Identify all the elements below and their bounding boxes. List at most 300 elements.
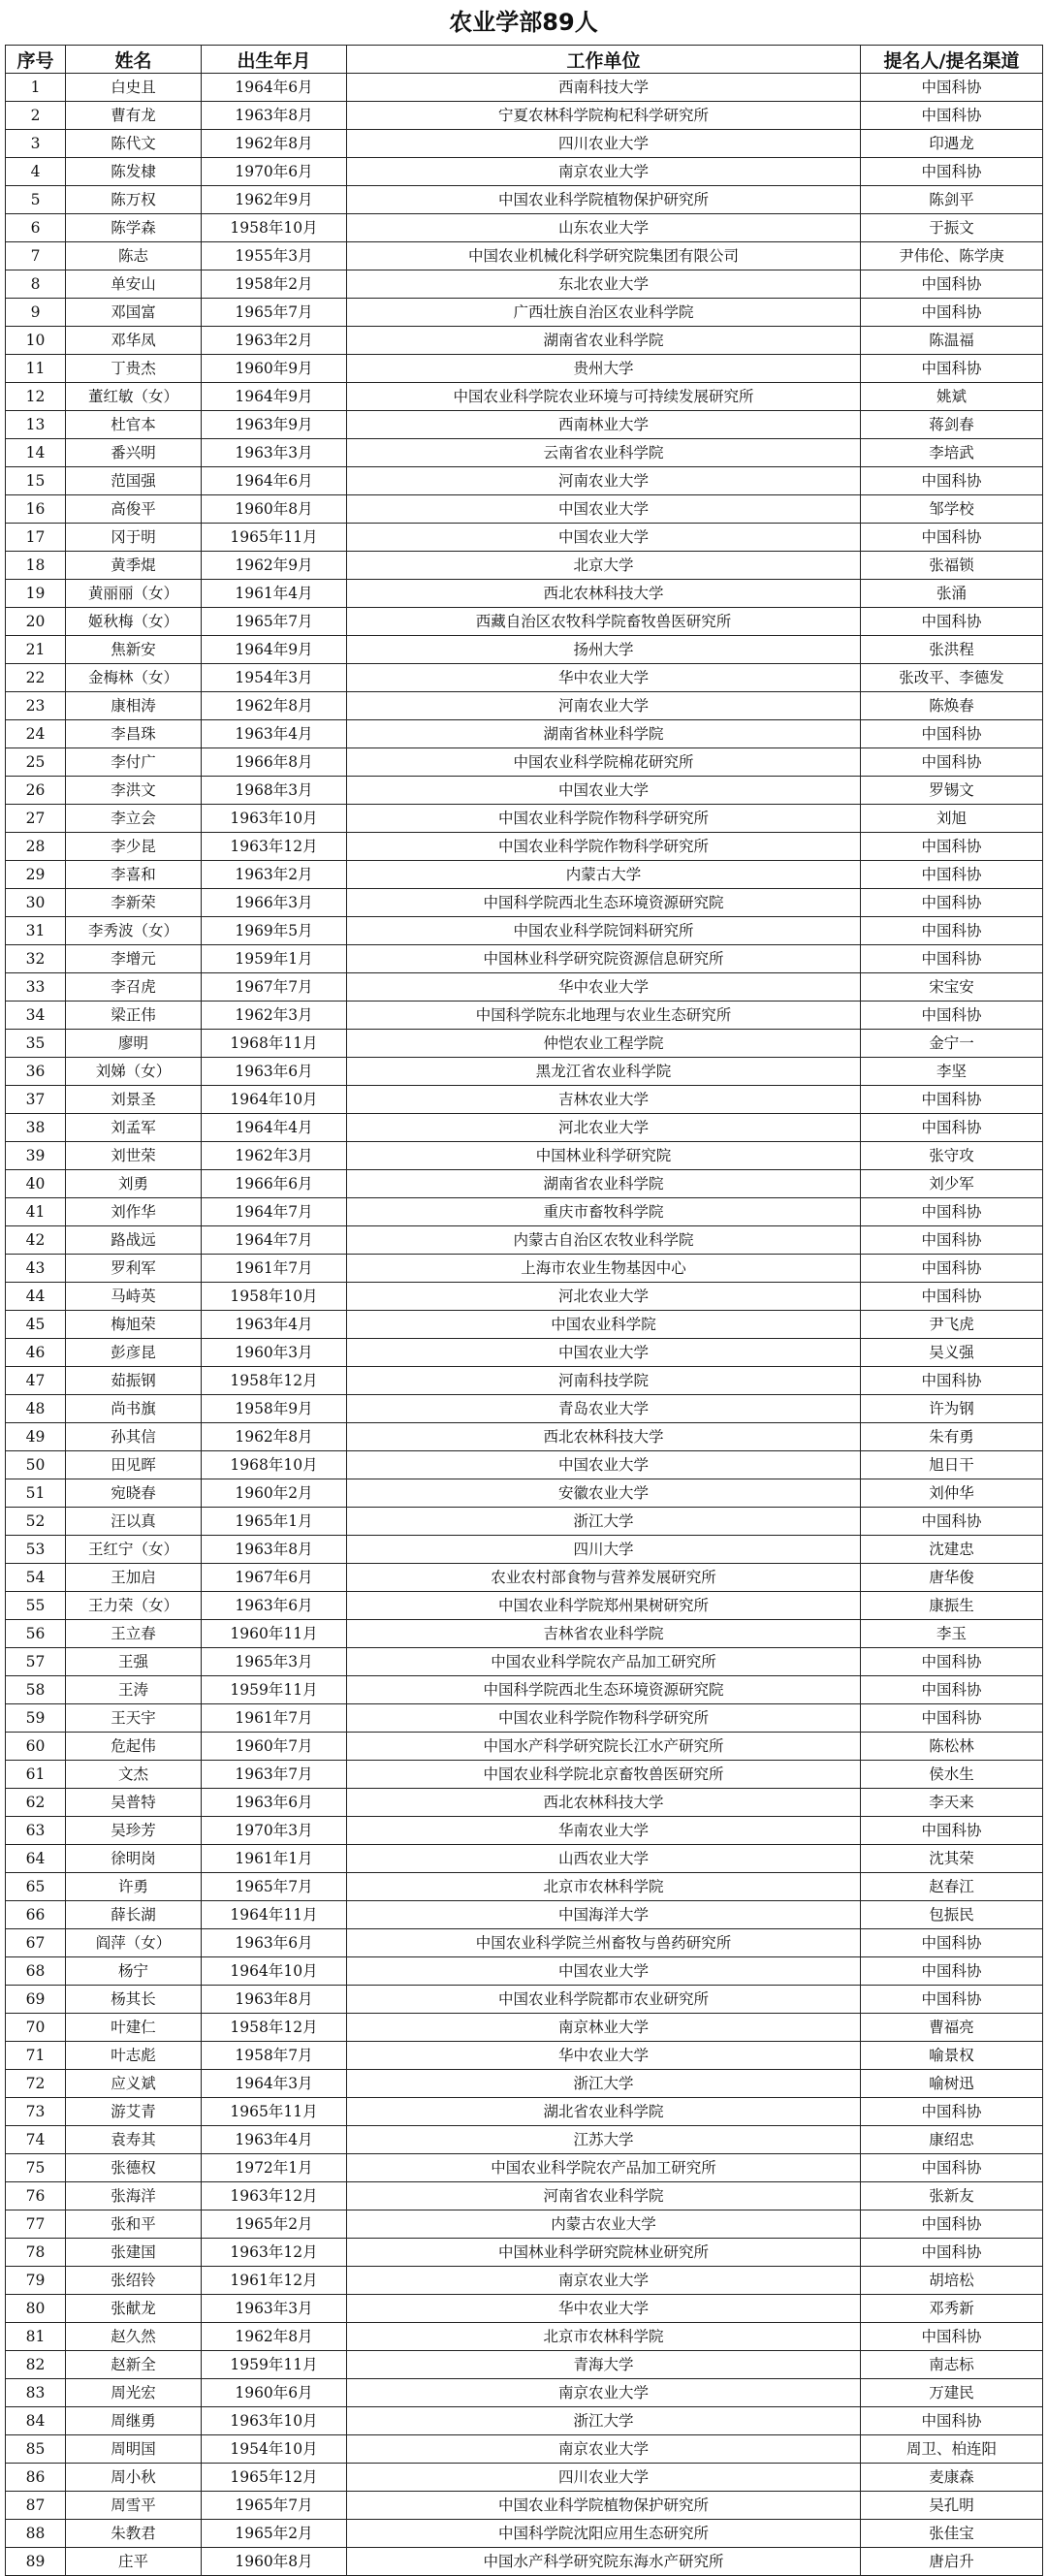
cell-name: 赵久然 xyxy=(66,2323,202,2351)
cell-nominator: 朱有勇 xyxy=(861,1423,1043,1451)
cell-nominator: 尹伟伦、陈学庚 xyxy=(861,242,1043,270)
cell-nominator: 于振文 xyxy=(861,214,1043,242)
cell-index: 37 xyxy=(6,1086,66,1114)
cell-birth: 1968年10月 xyxy=(202,1451,347,1479)
cell-employer: 西北农林科技大学 xyxy=(347,1789,861,1817)
table-row xyxy=(6,1676,1043,1704)
cell-birth: 1964年11月 xyxy=(202,1901,347,1929)
cell-index: 48 xyxy=(6,1395,66,1423)
cell-nominator: 中国科协 xyxy=(861,2239,1043,2267)
cell-name: 周明国 xyxy=(66,2435,202,2464)
cell-nominator: 中国科协 xyxy=(861,158,1043,186)
cell-name: 董红敏（女） xyxy=(66,383,202,411)
cell-employer: 中国农业大学 xyxy=(347,1339,861,1367)
cell-name: 危起伟 xyxy=(66,1733,202,1761)
cell-employer: 中国水产科学研究院东海水产研究所 xyxy=(347,2548,861,2576)
cell-index: 84 xyxy=(6,2407,66,2435)
cell-birth: 1960年6月 xyxy=(202,2379,347,2407)
table-row xyxy=(6,327,1043,355)
cell-birth: 1963年2月 xyxy=(202,327,347,355)
table-row xyxy=(6,214,1043,242)
cell-name: 张献龙 xyxy=(66,2295,202,2323)
cell-nominator: 沈其荣 xyxy=(861,1845,1043,1873)
cell-index: 21 xyxy=(6,636,66,664)
cell-birth: 1963年7月 xyxy=(202,1761,347,1789)
cell-birth: 1965年7月 xyxy=(202,299,347,327)
cell-employer: 中国农业科学院植物保护研究所 xyxy=(347,2492,861,2520)
cell-nominator: 中国科协 xyxy=(861,74,1043,102)
cell-index: 87 xyxy=(6,2492,66,2520)
cell-birth: 1964年4月 xyxy=(202,1114,347,1142)
cell-index: 56 xyxy=(6,1620,66,1648)
cell-nominator: 李玉 xyxy=(861,1620,1043,1648)
cell-name: 李召虎 xyxy=(66,973,202,1002)
cell-index: 22 xyxy=(6,664,66,692)
table-row xyxy=(6,2520,1043,2548)
cell-employer: 河南农业大学 xyxy=(347,467,861,495)
cell-birth: 1966年6月 xyxy=(202,1170,347,1198)
table-row xyxy=(6,833,1043,861)
cell-index: 11 xyxy=(6,355,66,383)
cell-nominator: 侯水生 xyxy=(861,1761,1043,1789)
cell-name: 梅旭荣 xyxy=(66,1311,202,1339)
cell-name: 王天宇 xyxy=(66,1704,202,1733)
cell-nominator: 中国科协 xyxy=(861,1704,1043,1733)
cell-employer: 吉林省农业科学院 xyxy=(347,1620,861,1648)
cell-index: 72 xyxy=(6,2070,66,2098)
cell-nominator: 许为钢 xyxy=(861,1395,1043,1423)
cell-employer: 中国农业科学院作物科学研究所 xyxy=(347,833,861,861)
cell-birth: 1967年7月 xyxy=(202,973,347,1002)
cell-name: 邓华凤 xyxy=(66,327,202,355)
cell-name: 廖明 xyxy=(66,1030,202,1058)
cell-employer: 扬州大学 xyxy=(347,636,861,664)
cell-employer: 中国水产科学研究院长江水产研究所 xyxy=(347,1733,861,1761)
cell-employer: 青海大学 xyxy=(347,2351,861,2379)
column-header-nominator: 提名人/提名渠道 xyxy=(861,46,1043,74)
table-row xyxy=(6,1648,1043,1676)
cell-name: 周小秋 xyxy=(66,2464,202,2492)
cell-index: 66 xyxy=(6,1901,66,1929)
cell-employer: 华中农业大学 xyxy=(347,664,861,692)
cell-nominator: 陈温福 xyxy=(861,327,1043,355)
cell-employer: 中国林业科学研究院 xyxy=(347,1142,861,1170)
cell-index: 77 xyxy=(6,2210,66,2239)
cell-employer: 华南农业大学 xyxy=(347,1817,861,1845)
table-row xyxy=(6,2323,1043,2351)
cell-name: 李喜和 xyxy=(66,861,202,889)
cell-nominator: 中国科协 xyxy=(861,917,1043,945)
cell-nominator: 唐启升 xyxy=(861,2548,1043,2576)
cell-name: 应义斌 xyxy=(66,2070,202,2098)
cell-nominator: 中国科协 xyxy=(861,524,1043,552)
table-row xyxy=(6,1536,1043,1564)
cell-birth: 1958年10月 xyxy=(202,1283,347,1311)
cell-birth: 1959年11月 xyxy=(202,2351,347,2379)
cell-index: 76 xyxy=(6,2182,66,2210)
cell-birth: 1958年7月 xyxy=(202,2042,347,2070)
cell-index: 51 xyxy=(6,1479,66,1508)
cell-nominator: 张守攻 xyxy=(861,1142,1043,1170)
cell-employer: 云南省农业科学院 xyxy=(347,439,861,467)
cell-index: 13 xyxy=(6,411,66,439)
cell-nominator: 中国科协 xyxy=(861,2098,1043,2126)
cell-nominator: 中国科协 xyxy=(861,1957,1043,1986)
table-row xyxy=(6,439,1043,467)
cell-name: 丁贵杰 xyxy=(66,355,202,383)
cell-employer: 河南农业大学 xyxy=(347,692,861,720)
table-row xyxy=(6,1620,1043,1648)
cell-name: 王涛 xyxy=(66,1676,202,1704)
cell-employer: 西南科技大学 xyxy=(347,74,861,102)
cell-nominator: 刘旭 xyxy=(861,805,1043,833)
cell-employer: 吉林农业大学 xyxy=(347,1086,861,1114)
cell-nominator: 吴孔明 xyxy=(861,2492,1043,2520)
cell-employer: 浙江大学 xyxy=(347,1508,861,1536)
cell-birth: 1960年9月 xyxy=(202,355,347,383)
table-row xyxy=(6,608,1043,636)
cell-birth: 1954年3月 xyxy=(202,664,347,692)
table-row xyxy=(6,1761,1043,1789)
cell-index: 70 xyxy=(6,2014,66,2042)
table-row xyxy=(6,411,1043,439)
table-row xyxy=(6,1845,1043,1873)
cell-employer: 南京农业大学 xyxy=(347,2435,861,2464)
cell-nominator: 金宁一 xyxy=(861,1030,1043,1058)
cell-index: 17 xyxy=(6,524,66,552)
cell-employer: 重庆市畜牧科学院 xyxy=(347,1198,861,1226)
cell-name: 王立春 xyxy=(66,1620,202,1648)
cell-birth: 1961年4月 xyxy=(202,580,347,608)
cell-nominator: 中国科协 xyxy=(861,1114,1043,1142)
cell-birth: 1965年1月 xyxy=(202,1508,347,1536)
cell-birth: 1964年7月 xyxy=(202,1198,347,1226)
cell-index: 55 xyxy=(6,1592,66,1620)
cell-birth: 1972年1月 xyxy=(202,2154,347,2182)
cell-nominator: 中国科协 xyxy=(861,1198,1043,1226)
cell-index: 40 xyxy=(6,1170,66,1198)
cell-name: 梁正伟 xyxy=(66,1002,202,1030)
cell-index: 32 xyxy=(6,945,66,973)
cell-name: 范国强 xyxy=(66,467,202,495)
cell-nominator: 刘少军 xyxy=(861,1170,1043,1198)
table-row xyxy=(6,636,1043,664)
cell-birth: 1965年11月 xyxy=(202,2098,347,2126)
table-row xyxy=(6,1592,1043,1620)
cell-employer: 湖南省农业科学院 xyxy=(347,1170,861,1198)
table-row xyxy=(6,2492,1043,2520)
cell-employer: 贵州大学 xyxy=(347,355,861,383)
cell-name: 叶志彪 xyxy=(66,2042,202,2070)
cell-birth: 1966年3月 xyxy=(202,889,347,917)
cell-employer: 南京农业大学 xyxy=(347,2379,861,2407)
cell-index: 30 xyxy=(6,889,66,917)
cell-index: 47 xyxy=(6,1367,66,1395)
cell-name: 赵新全 xyxy=(66,2351,202,2379)
cell-name: 许勇 xyxy=(66,1873,202,1901)
cell-nominator: 中国科协 xyxy=(861,945,1043,973)
table-row xyxy=(6,186,1043,214)
cell-employer: 湖南省农业科学院 xyxy=(347,327,861,355)
table-row xyxy=(6,692,1043,720)
cell-nominator: 中国科协 xyxy=(861,1508,1043,1536)
table-row xyxy=(6,242,1043,270)
cell-nominator: 中国科协 xyxy=(861,1986,1043,2014)
table-row xyxy=(6,1002,1043,1030)
cell-birth: 1966年8月 xyxy=(202,748,347,777)
table-row xyxy=(6,1986,1043,2014)
cell-nominator: 李天来 xyxy=(861,1789,1043,1817)
cell-index: 59 xyxy=(6,1704,66,1733)
cell-name: 宛晓春 xyxy=(66,1479,202,1508)
cell-name: 白史且 xyxy=(66,74,202,102)
cell-nominator: 中国科协 xyxy=(861,1226,1043,1255)
cell-employer: 山西农业大学 xyxy=(347,1845,861,1873)
cell-nominator: 康振生 xyxy=(861,1592,1043,1620)
cell-nominator: 中国科协 xyxy=(861,2323,1043,2351)
cell-name: 姬秋梅（女） xyxy=(66,608,202,636)
cell-nominator: 中国科协 xyxy=(861,861,1043,889)
cell-index: 18 xyxy=(6,552,66,580)
table-row xyxy=(6,805,1043,833)
cell-employer: 中国农业机械化科学研究院集团有限公司 xyxy=(347,242,861,270)
cell-employer: 中国农业科学院植物保护研究所 xyxy=(347,186,861,214)
cell-employer: 内蒙古农业大学 xyxy=(347,2210,861,2239)
cell-name: 刘孟军 xyxy=(66,1114,202,1142)
cell-name: 王加启 xyxy=(66,1564,202,1592)
cell-nominator: 蒋剑春 xyxy=(861,411,1043,439)
cell-employer: 河南省农业科学院 xyxy=(347,2182,861,2210)
cell-employer: 中国农业科学院农业环境与可持续发展研究所 xyxy=(347,383,861,411)
cell-birth: 1964年10月 xyxy=(202,1086,347,1114)
cell-name: 张德权 xyxy=(66,2154,202,2182)
cell-employer: 中国农业科学院农产品加工研究所 xyxy=(347,1648,861,1676)
cell-employer: 浙江大学 xyxy=(347,2407,861,2435)
cell-employer: 湖南省林业科学院 xyxy=(347,720,861,748)
cell-birth: 1965年7月 xyxy=(202,2492,347,2520)
cell-nominator: 喻树迅 xyxy=(861,2070,1043,2098)
cell-name: 陈发棣 xyxy=(66,158,202,186)
cell-name: 李增元 xyxy=(66,945,202,973)
cell-name: 陈代文 xyxy=(66,130,202,158)
table-row xyxy=(6,1929,1043,1957)
table-row xyxy=(6,467,1043,495)
cell-index: 75 xyxy=(6,2154,66,2182)
cell-index: 26 xyxy=(6,777,66,805)
cell-nominator: 姚斌 xyxy=(861,383,1043,411)
cell-index: 9 xyxy=(6,299,66,327)
cell-index: 20 xyxy=(6,608,66,636)
cell-employer: 中国科学院东北地理与农业生态研究所 xyxy=(347,1002,861,1030)
cell-nominator: 曹福亮 xyxy=(861,2014,1043,2042)
cell-birth: 1964年3月 xyxy=(202,2070,347,2098)
cell-index: 82 xyxy=(6,2351,66,2379)
cell-nominator: 张洪程 xyxy=(861,636,1043,664)
cell-nominator: 张涌 xyxy=(861,580,1043,608)
table-row xyxy=(6,1704,1043,1733)
table-row xyxy=(6,1142,1043,1170)
cell-nominator: 中国科协 xyxy=(861,748,1043,777)
cell-index: 64 xyxy=(6,1845,66,1873)
cell-index: 2 xyxy=(6,102,66,130)
cell-name: 李秀波（女） xyxy=(66,917,202,945)
cell-name: 刘景圣 xyxy=(66,1086,202,1114)
cell-index: 19 xyxy=(6,580,66,608)
cell-employer: 安徽农业大学 xyxy=(347,1479,861,1508)
table-row xyxy=(6,1114,1043,1142)
cell-employer: 山东农业大学 xyxy=(347,214,861,242)
cell-name: 周雪平 xyxy=(66,2492,202,2520)
cell-name: 文杰 xyxy=(66,1761,202,1789)
cell-index: 14 xyxy=(6,439,66,467)
table-row xyxy=(6,495,1043,524)
cell-birth: 1963年6月 xyxy=(202,1929,347,1957)
cell-name: 焦新安 xyxy=(66,636,202,664)
cell-index: 52 xyxy=(6,1508,66,1536)
cell-name: 朱教君 xyxy=(66,2520,202,2548)
cell-index: 8 xyxy=(6,270,66,299)
cell-nominator: 吴义强 xyxy=(861,1339,1043,1367)
table-row xyxy=(6,355,1043,383)
cell-birth: 1963年8月 xyxy=(202,102,347,130)
table-row xyxy=(6,1311,1043,1339)
cell-employer: 中国农业大学 xyxy=(347,495,861,524)
cell-employer: 广西壮族自治区农业科学院 xyxy=(347,299,861,327)
cell-employer: 中国农业科学院北京畜牧兽医研究所 xyxy=(347,1761,861,1789)
cell-employer: 河北农业大学 xyxy=(347,1283,861,1311)
table-row xyxy=(6,1283,1043,1311)
cell-employer: 中国农业科学院都市农业研究所 xyxy=(347,1986,861,2014)
cell-birth: 1963年9月 xyxy=(202,411,347,439)
cell-nominator: 中国科协 xyxy=(861,2210,1043,2239)
cell-birth: 1958年2月 xyxy=(202,270,347,299)
cell-birth: 1958年10月 xyxy=(202,214,347,242)
cell-employer: 中国林业科学研究院林业研究所 xyxy=(347,2239,861,2267)
cell-name: 李洪文 xyxy=(66,777,202,805)
cell-index: 79 xyxy=(6,2267,66,2295)
cell-birth: 1963年10月 xyxy=(202,805,347,833)
cell-birth: 1965年2月 xyxy=(202,2520,347,2548)
cell-index: 89 xyxy=(6,2548,66,2576)
table-body xyxy=(6,74,1043,2576)
cell-birth: 1961年7月 xyxy=(202,1255,347,1283)
cell-index: 67 xyxy=(6,1929,66,1957)
cell-birth: 1958年12月 xyxy=(202,2014,347,2042)
cell-nominator: 赵春江 xyxy=(861,1873,1043,1901)
cell-birth: 1960年3月 xyxy=(202,1339,347,1367)
table-row xyxy=(6,945,1043,973)
cell-employer: 西北农林科技大学 xyxy=(347,1423,861,1451)
cell-index: 28 xyxy=(6,833,66,861)
table-row xyxy=(6,720,1043,748)
cell-nominator: 中国科协 xyxy=(861,270,1043,299)
cell-name: 王力荣（女） xyxy=(66,1592,202,1620)
cell-birth: 1963年4月 xyxy=(202,2126,347,2154)
table-row xyxy=(6,1789,1043,1817)
table-row xyxy=(6,1873,1043,1901)
table-row xyxy=(6,2182,1043,2210)
table-row xyxy=(6,1817,1043,1845)
cell-name: 庄平 xyxy=(66,2548,202,2576)
cell-name: 张海洋 xyxy=(66,2182,202,2210)
cell-index: 27 xyxy=(6,805,66,833)
cell-birth: 1965年11月 xyxy=(202,524,347,552)
table-row xyxy=(6,74,1043,102)
cell-birth: 1963年4月 xyxy=(202,720,347,748)
cell-nominator: 中国科协 xyxy=(861,1002,1043,1030)
cell-employer: 中国农业大学 xyxy=(347,777,861,805)
cell-nominator: 邓秀新 xyxy=(861,2295,1043,2323)
cell-employer: 内蒙古大学 xyxy=(347,861,861,889)
cell-nominator: 中国科协 xyxy=(861,889,1043,917)
cell-nominator: 中国科协 xyxy=(861,2154,1043,2182)
cell-name: 杨宁 xyxy=(66,1957,202,1986)
table-row xyxy=(6,1367,1043,1395)
cell-name: 汪以真 xyxy=(66,1508,202,1536)
cell-index: 65 xyxy=(6,1873,66,1901)
table-row xyxy=(6,1901,1043,1929)
cell-employer: 四川大学 xyxy=(347,1536,861,1564)
cell-nominator: 中国科协 xyxy=(861,1929,1043,1957)
cell-nominator: 中国科协 xyxy=(861,1283,1043,1311)
column-header-name: 姓名 xyxy=(66,46,202,74)
cell-employer: 北京市农林科学院 xyxy=(347,1873,861,1901)
cell-nominator: 陈剑平 xyxy=(861,186,1043,214)
cell-birth: 1969年5月 xyxy=(202,917,347,945)
table-row xyxy=(6,2014,1043,2042)
cell-index: 29 xyxy=(6,861,66,889)
cell-index: 3 xyxy=(6,130,66,158)
cell-employer: 北京大学 xyxy=(347,552,861,580)
cell-birth: 1963年6月 xyxy=(202,1058,347,1086)
table-row xyxy=(6,1170,1043,1198)
cell-employer: 中国林业科学研究院资源信息研究所 xyxy=(347,945,861,973)
cell-name: 李新荣 xyxy=(66,889,202,917)
cell-employer: 仲恺农业工程学院 xyxy=(347,1030,861,1058)
cell-name: 杜官本 xyxy=(66,411,202,439)
cell-name: 张建国 xyxy=(66,2239,202,2267)
table-row xyxy=(6,552,1043,580)
cell-birth: 1965年2月 xyxy=(202,2210,347,2239)
cell-employer: 中国农业科学院郑州果树研究所 xyxy=(347,1592,861,1620)
cell-index: 43 xyxy=(6,1255,66,1283)
column-header-birth: 出生年月 xyxy=(202,46,347,74)
cell-name: 吴珍芳 xyxy=(66,1817,202,1845)
cell-birth: 1970年3月 xyxy=(202,1817,347,1845)
cell-nominator: 陈焕春 xyxy=(861,692,1043,720)
cell-birth: 1968年11月 xyxy=(202,1030,347,1058)
cell-employer: 中国农业大学 xyxy=(347,524,861,552)
cell-employer: 中国农业科学院兰州畜牧与兽药研究所 xyxy=(347,1929,861,1957)
table-row xyxy=(6,748,1043,777)
cell-index: 34 xyxy=(6,1002,66,1030)
cell-nominator: 张新友 xyxy=(861,2182,1043,2210)
table-row xyxy=(6,664,1043,692)
table-row xyxy=(6,1733,1043,1761)
cell-nominator: 罗锡文 xyxy=(861,777,1043,805)
cell-name: 薛长湖 xyxy=(66,1901,202,1929)
cell-employer: 北京市农林科学院 xyxy=(347,2323,861,2351)
cell-name: 吴普特 xyxy=(66,1789,202,1817)
cell-nominator: 中国科协 xyxy=(861,102,1043,130)
cell-index: 23 xyxy=(6,692,66,720)
cell-index: 35 xyxy=(6,1030,66,1058)
cell-index: 85 xyxy=(6,2435,66,2464)
cell-index: 61 xyxy=(6,1761,66,1789)
cell-name: 茹振钢 xyxy=(66,1367,202,1395)
cell-birth: 1960年7月 xyxy=(202,1733,347,1761)
cell-birth: 1964年9月 xyxy=(202,383,347,411)
